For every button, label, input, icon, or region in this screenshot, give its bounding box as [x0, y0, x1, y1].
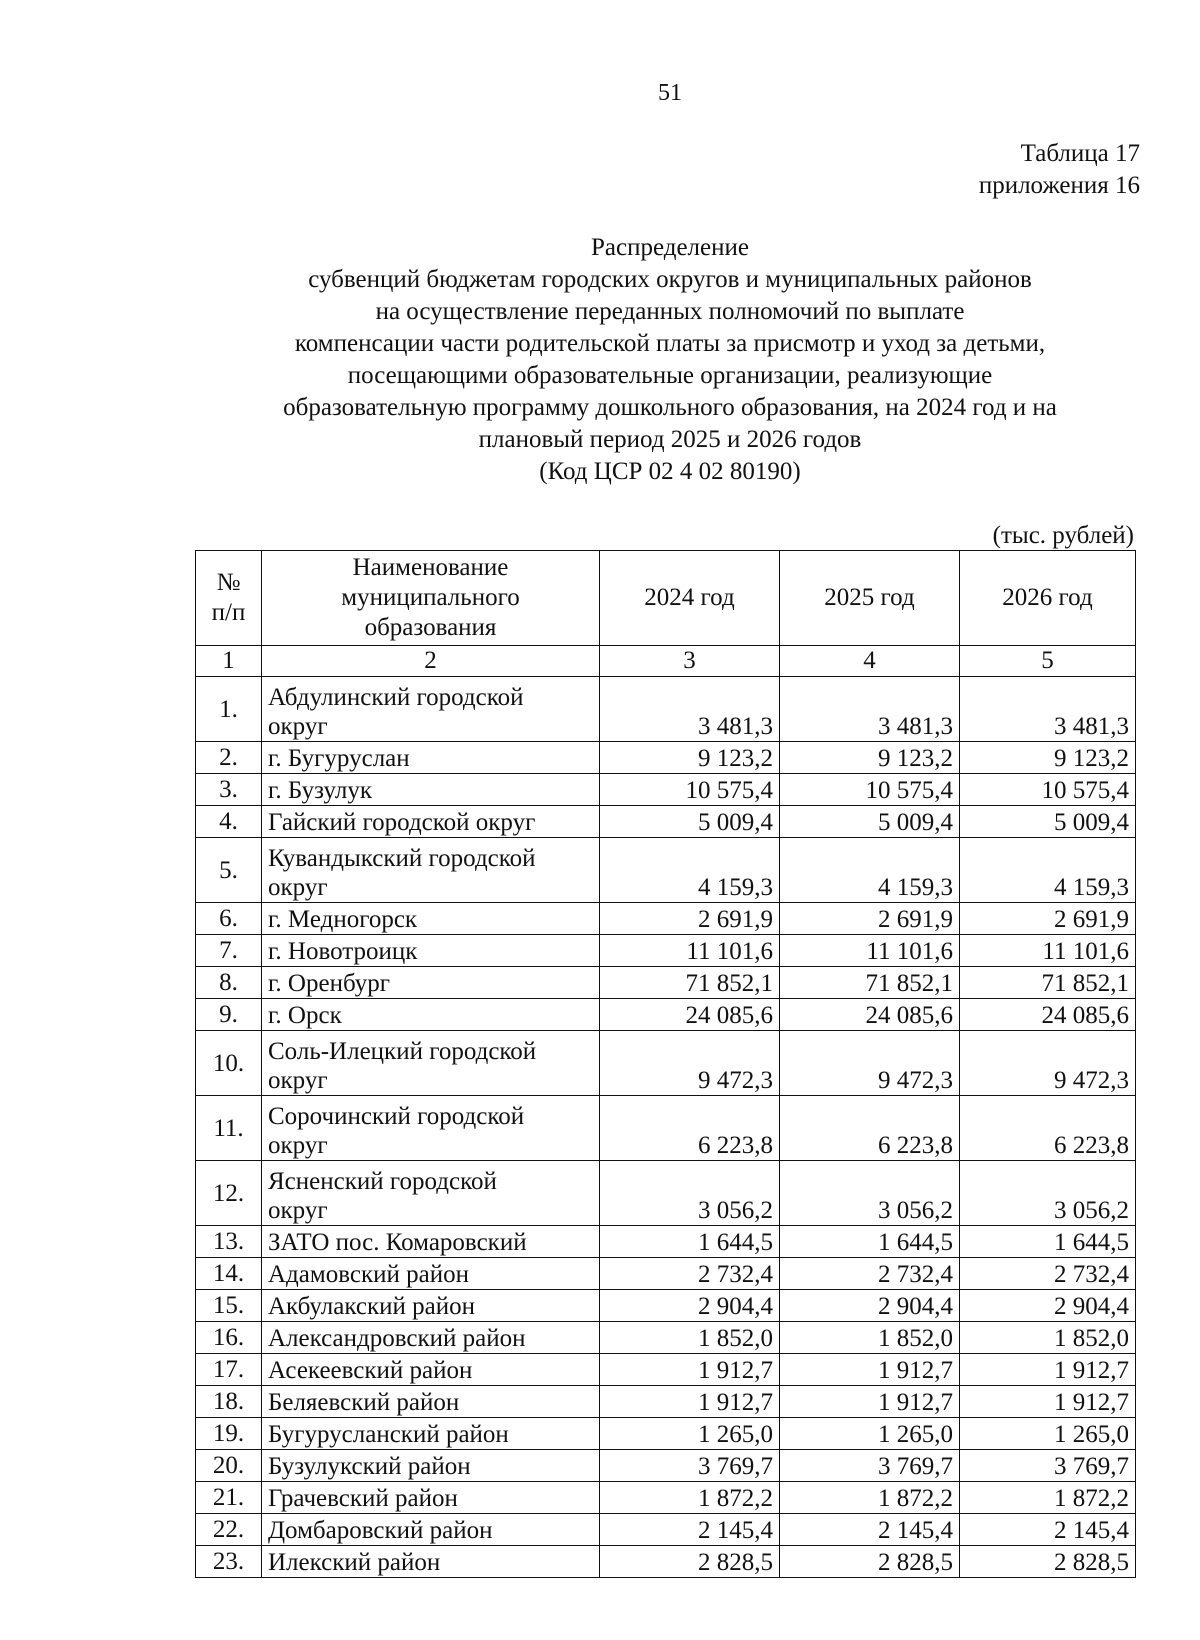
table-reference: [979, 138, 1140, 202]
value-2024: 24 085,6: [600, 999, 780, 1031]
value-2025: 2 145,4: [780, 1514, 960, 1546]
municipality-name: [262, 774, 600, 806]
municipality-name: [262, 1161, 600, 1226]
heading-line: образовательную программу дошкольного образования, на 2024 год и на: [283, 394, 1057, 421]
value-2026: 1 912,7: [960, 1354, 1136, 1386]
municipality-name: [262, 742, 600, 774]
heading-line: Распределение: [591, 234, 749, 261]
table-row: [196, 935, 1136, 967]
row-number: 8.: [196, 967, 262, 999]
value-2024: 1 644,5: [600, 1226, 780, 1258]
header-num: [196, 551, 262, 646]
municipality-name-line: Сорочинский городской: [268, 1103, 525, 1130]
table-row: [196, 1290, 1136, 1322]
municipality-name-line: ЗАТО пос. Комаровский: [268, 1229, 527, 1256]
value-2025: 2 828,5: [780, 1546, 960, 1578]
column-number-row: [196, 646, 1136, 677]
municipality-name: [262, 1482, 600, 1514]
value-2026: 1 872,2: [960, 1482, 1136, 1514]
row-number: 23.: [196, 1546, 262, 1578]
municipality-name-line: г. Оренбург: [268, 970, 390, 997]
value-2026: 4 159,3: [960, 838, 1136, 903]
value-2026: 2 691,9: [960, 903, 1136, 935]
value-2026: 11 101,6: [960, 935, 1136, 967]
municipality-name-line: округ: [268, 713, 328, 740]
table-row: [196, 1482, 1136, 1514]
value-2024: 9 123,2: [600, 742, 780, 774]
table-row: [196, 903, 1136, 935]
municipality-name: [262, 838, 600, 903]
row-number: 6.: [196, 903, 262, 935]
table-row: [196, 774, 1136, 806]
municipality-name-line: Илекский район: [268, 1549, 441, 1576]
table-body: [196, 677, 1136, 1578]
municipality-name: [262, 1354, 600, 1386]
value-2025: 10 575,4: [780, 774, 960, 806]
table-row: [196, 806, 1136, 838]
municipality-name-line: Ясненский городской: [268, 1168, 497, 1195]
municipality-name: [262, 999, 600, 1031]
value-2026: 10 575,4: [960, 774, 1136, 806]
table-row: [196, 1096, 1136, 1161]
value-2025: 24 085,6: [780, 999, 960, 1031]
municipality-name-line: Домбаровский район: [268, 1517, 493, 1544]
row-number: 16.: [196, 1322, 262, 1354]
value-2024: 5 009,4: [600, 806, 780, 838]
column-number: 2: [262, 646, 600, 677]
value-2025: 71 852,1: [780, 967, 960, 999]
table-header-row: [196, 551, 1136, 646]
value-2024: 10 575,4: [600, 774, 780, 806]
municipality-name-line: г. Бугуруслан: [268, 745, 410, 772]
header-2025: 2025 год: [780, 551, 960, 646]
header-name-line: Наименование: [352, 554, 509, 581]
row-number: 21.: [196, 1482, 262, 1514]
row-number: 12.: [196, 1161, 262, 1226]
value-2025: 1 852,0: [780, 1322, 960, 1354]
row-number: 5.: [196, 838, 262, 903]
table-row: [196, 742, 1136, 774]
heading-line: компенсации части родительской платы за присмотр и уход за детьми,: [294, 330, 1046, 357]
value-2025: 1 265,0: [780, 1418, 960, 1450]
row-number: 2.: [196, 742, 262, 774]
value-2026: 1 644,5: [960, 1226, 1136, 1258]
municipality-name: [262, 1226, 600, 1258]
value-2025: 3 481,3: [780, 677, 960, 742]
value-2025: 3 056,2: [780, 1161, 960, 1226]
municipality-name-line: округ: [268, 1067, 328, 1094]
table-ref-line-1: Таблица 17: [1020, 140, 1140, 167]
value-2024: 9 472,3: [600, 1031, 780, 1096]
value-2024: 1 852,0: [600, 1322, 780, 1354]
table-row: [196, 999, 1136, 1031]
value-2024: 11 101,6: [600, 935, 780, 967]
header-num-line: №: [216, 569, 241, 596]
header-name: [262, 551, 600, 646]
table-row: [196, 1226, 1136, 1258]
municipality-name-line: Беляевский район: [268, 1389, 460, 1416]
municipality-name: [262, 1258, 600, 1290]
table-row: [196, 1386, 1136, 1418]
page-number: 51: [658, 80, 682, 106]
value-2024: 2 691,9: [600, 903, 780, 935]
municipality-name-line: Гайский городской округ: [268, 809, 536, 836]
municipality-name-line: округ: [268, 1132, 328, 1159]
table-row: [196, 1258, 1136, 1290]
value-2024: 1 872,2: [600, 1482, 780, 1514]
municipality-name: [262, 1386, 600, 1418]
municipality-name: [262, 1096, 600, 1161]
value-2026: 2 828,5: [960, 1546, 1136, 1578]
table-row: [196, 1546, 1136, 1578]
municipality-name: [262, 806, 600, 838]
value-2025: 1 644,5: [780, 1226, 960, 1258]
municipality-name: [262, 1031, 600, 1096]
table-ref-line-2: приложения 16: [978, 172, 1140, 199]
value-2025: 1 872,2: [780, 1482, 960, 1514]
value-2024: 1 265,0: [600, 1418, 780, 1450]
municipality-name-line: Бугурусланский район: [268, 1421, 509, 1448]
row-number: 15.: [196, 1290, 262, 1322]
value-2025: 3 769,7: [780, 1450, 960, 1482]
value-2026: 71 852,1: [960, 967, 1136, 999]
heading-line: на осуществление переданных полномочий по выплате: [375, 298, 965, 325]
municipality-name-line: Бузулукский район: [268, 1453, 471, 1480]
value-2026: 2 904,4: [960, 1290, 1136, 1322]
value-2026: 3 481,3: [960, 677, 1136, 742]
value-2024: 2 145,4: [600, 1514, 780, 1546]
municipality-name: [262, 967, 600, 999]
heading-line: посещающими образовательные организации, реализующие: [347, 362, 993, 389]
municipality-name-line: Кувандыкский городской: [268, 845, 536, 872]
value-2025: 6 223,8: [780, 1096, 960, 1161]
municipality-name: [262, 677, 600, 742]
heading-line: плановый период 2025 и 2026 годов: [478, 426, 862, 453]
municipality-name: [262, 1450, 600, 1482]
table-row: [196, 1161, 1136, 1226]
value-2024: 3 481,3: [600, 677, 780, 742]
table-row: [196, 967, 1136, 999]
municipality-name-line: г. Орск: [268, 1002, 342, 1029]
heading-line: (Код ЦСР 02 4 02 80190): [539, 458, 801, 485]
value-2024: 3 056,2: [600, 1161, 780, 1226]
row-number: 20.: [196, 1450, 262, 1482]
value-2026: 1 912,7: [960, 1386, 1136, 1418]
header-num-line: п/п: [211, 599, 246, 626]
column-number: 4: [780, 646, 960, 677]
heading-line: субвенций бюджетам городских округов и муниципальных районов: [308, 266, 1032, 293]
municipality-name-line: Акбулакский район: [268, 1293, 475, 1320]
table-row: [196, 1514, 1136, 1546]
header-name-line: муниципального: [341, 584, 520, 611]
municipality-name: [262, 1418, 600, 1450]
municipality-name-line: г. Бузулук: [268, 777, 373, 804]
value-2026: 1 852,0: [960, 1322, 1136, 1354]
row-number: 4.: [196, 806, 262, 838]
row-number: 22.: [196, 1514, 262, 1546]
municipality-name: [262, 1546, 600, 1578]
municipality-name-line: Грачевский район: [268, 1485, 458, 1512]
value-2025: 2 691,9: [780, 903, 960, 935]
table-row: [196, 838, 1136, 903]
value-2025: 11 101,6: [780, 935, 960, 967]
municipality-name: [262, 1322, 600, 1354]
municipality-name-line: Асекеевский район: [268, 1357, 473, 1384]
row-number: 1.: [196, 677, 262, 742]
value-2024: 2 828,5: [600, 1546, 780, 1578]
row-number: 13.: [196, 1226, 262, 1258]
value-2026: 9 123,2: [960, 742, 1136, 774]
column-number: 3: [600, 646, 780, 677]
value-2026: 2 732,4: [960, 1258, 1136, 1290]
row-number: 10.: [196, 1031, 262, 1096]
municipality-name: [262, 1514, 600, 1546]
value-2025: 1 912,7: [780, 1354, 960, 1386]
table-row: [196, 1322, 1136, 1354]
column-number: 1: [196, 646, 262, 677]
value-2026: 24 085,6: [960, 999, 1136, 1031]
municipality-name-line: Александровский район: [268, 1325, 526, 1352]
table-row: [196, 677, 1136, 742]
table-row: [196, 1031, 1136, 1096]
value-2024: 71 852,1: [600, 967, 780, 999]
row-number: 11.: [196, 1096, 262, 1161]
value-2026: 1 265,0: [960, 1418, 1136, 1450]
value-2025: 2 732,4: [780, 1258, 960, 1290]
row-number: 7.: [196, 935, 262, 967]
municipality-name-line: округ: [268, 874, 328, 901]
table-row: [196, 1354, 1136, 1386]
municipality-name: [262, 1290, 600, 1322]
municipality-name-line: г. Медногорск: [268, 906, 418, 933]
header-2024: 2024 год: [600, 551, 780, 646]
municipality-name-line: Адамовский район: [268, 1261, 469, 1288]
value-2025: 2 904,4: [780, 1290, 960, 1322]
value-2026: 3 769,7: [960, 1450, 1136, 1482]
column-number: 5: [960, 646, 1136, 677]
subvention-table: [195, 550, 1136, 1578]
value-2026: 9 472,3: [960, 1031, 1136, 1096]
row-number: 19.: [196, 1418, 262, 1450]
municipality-name-line: Абдулинский городской: [268, 684, 524, 711]
value-2026: 6 223,8: [960, 1096, 1136, 1161]
row-number: 18.: [196, 1386, 262, 1418]
row-number: 17.: [196, 1354, 262, 1386]
row-number: 9.: [196, 999, 262, 1031]
municipality-name-line: г. Новотроицк: [268, 938, 418, 965]
value-2024: 2 904,4: [600, 1290, 780, 1322]
value-2024: 1 912,7: [600, 1386, 780, 1418]
value-2025: 9 472,3: [780, 1031, 960, 1096]
units-label: (тыс. рублей): [992, 522, 1134, 549]
table-row: [196, 1418, 1136, 1450]
value-2024: 6 223,8: [600, 1096, 780, 1161]
value-2025: 9 123,2: [780, 742, 960, 774]
table-row: [196, 1450, 1136, 1482]
value-2024: 1 912,7: [600, 1354, 780, 1386]
header-name-line: образования: [364, 614, 497, 641]
value-2024: 2 732,4: [600, 1258, 780, 1290]
municipality-name: [262, 935, 600, 967]
value-2025: 5 009,4: [780, 806, 960, 838]
row-number: 14.: [196, 1258, 262, 1290]
document-heading: [190, 232, 1150, 488]
value-2025: 4 159,3: [780, 838, 960, 903]
value-2024: 4 159,3: [600, 838, 780, 903]
municipality-name-line: округ: [268, 1197, 328, 1224]
header-2026: 2026 год: [960, 551, 1136, 646]
value-2026: 5 009,4: [960, 806, 1136, 838]
value-2026: 3 056,2: [960, 1161, 1136, 1226]
row-number: 3.: [196, 774, 262, 806]
value-2025: 1 912,7: [780, 1386, 960, 1418]
municipality-name: [262, 903, 600, 935]
municipality-name-line: Соль-Илецкий городской: [268, 1038, 537, 1065]
value-2024: 3 769,7: [600, 1450, 780, 1482]
value-2026: 2 145,4: [960, 1514, 1136, 1546]
